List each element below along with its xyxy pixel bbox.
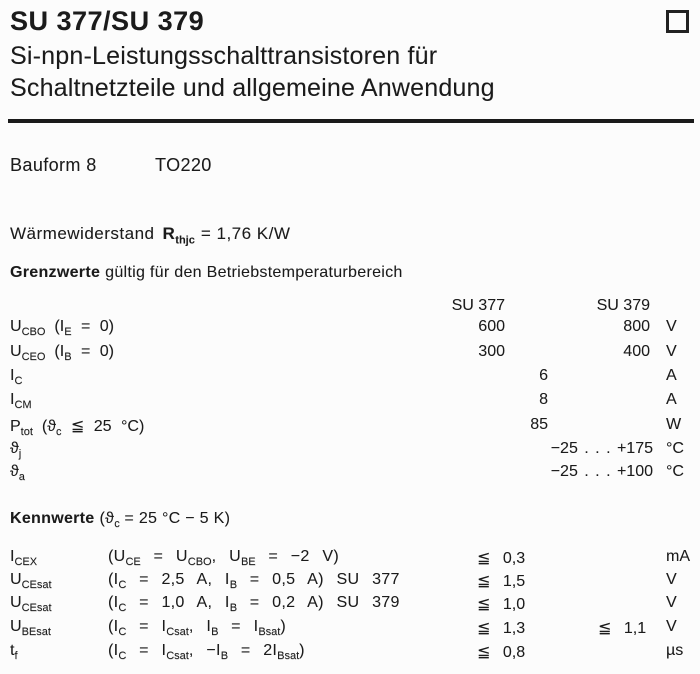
unit-label: A [666,391,677,408]
value-range: −25 . . . +175 [550,440,653,457]
table-row-ucbo [0,318,700,340]
param-symbol: $ϑ_j$ [10,440,22,461]
table-row-ubesat [0,618,700,640]
thermal-value: = 1,76 K/W [200,224,291,243]
value-su379: 800 [623,318,650,335]
table-row-theta-j [0,440,700,462]
page-subtitle [10,40,495,104]
table-row-ucesat-379 [0,594,700,616]
value-shared: 8 [539,391,548,408]
param-condition: ($I_C = I_{Csat}$, $I_B = I_{Bsat}$) [108,618,286,639]
unit-label: V [666,571,677,588]
param-symbol: $P_{tot}$ [10,418,33,439]
limit-su377: ≦ 1,5 [477,573,526,590]
subtitle-line-2: Schaltnetzteile und allgemeine Anwendung [10,74,495,102]
horizontal-rule [8,119,694,123]
param-condition: $(I_B = 0)$ [54,343,114,364]
limit-su377: ≦ 0,3 [477,550,526,567]
thermal-label: Wärmewiderstand [10,224,155,243]
unit-label: V [666,618,677,635]
value-su377: 300 [478,343,505,360]
param-symbol: $U_{CBO}$ [10,318,46,339]
table-row-icm [0,391,700,413]
param-condition: $(I_E = 0)$ [54,318,114,339]
limit-su377: ≦ 1,3 [477,620,526,637]
table-row-theta-a [0,463,700,485]
column-header-row [0,297,700,319]
square-outline-icon [666,10,689,33]
param-condition: ($U_{CE} = U_{CBO}$, $U_{BE} = -2$ V) [108,548,339,569]
table-row-ic [0,367,700,389]
unit-label: W [666,416,682,433]
table-row-ucesat-377 [0,571,700,593]
value-shared: 85 [530,416,548,433]
param-condition: ($I_C = 2,5$ A, $I_B = 0,5$ A) SU 377 [108,571,400,592]
unit-label: V [666,318,677,335]
unit-label: V [666,594,677,611]
package-type: TO220 [155,155,212,175]
table-row-uceo [0,343,700,365]
param-symbol: $ϑ_a$ [10,463,25,484]
column-header-su379: SU 379 [596,297,650,314]
column-header-su377: SU 377 [451,297,505,314]
unit-label: °C [666,463,684,480]
param-symbol: $U_{CEsat}$ [10,594,52,615]
table-row-icex [0,548,700,570]
unit-label: mA [666,548,690,565]
subtitle-line-1: Si-npn-Leistungsschalttransistoren für [10,42,438,70]
param-symbol: $I_{CEX}$ [10,548,38,569]
grenzwerte-heading [10,264,403,282]
unit-label: V [666,343,677,360]
value-range: −25 . . . +100 [550,463,653,480]
value-su379: 400 [623,343,650,360]
thermal-resistance-line [10,224,290,246]
unit-label: A [666,367,677,384]
limit-su377: ≦ 1,0 [477,596,526,613]
package-form-label: Bauform 8 [10,155,97,175]
unit-label: µs [666,642,684,659]
param-symbol: $U_{CEO}$ [10,343,46,364]
page-title: SU 377/SU 379 [10,6,205,36]
param-condition: ($ϑ_c$ ≦ 25 °C) [41,418,145,439]
param-condition: ($I_C = I_{Csat}$, $-I_B = 2I_{Bsat}$) [108,642,305,663]
grenzwerte-heading-bold: Grenzwerte [10,264,101,281]
kennwerte-heading-rest: ($ϑ_c = 25$ °C − 5 K) [99,510,231,531]
thermal-symbol: $R_{thjc}$ [162,224,195,247]
value-su377: 600 [478,318,505,335]
param-condition: ($I_C = 1,0$ A, $I_B = 0,2$ A) SU 379 [108,594,400,615]
param-symbol: $I_{CM}$ [10,391,32,412]
value-shared: 6 [539,367,548,384]
limit-su377: ≦ 0,8 [477,644,526,661]
unit-label: °C [666,440,684,457]
kennwerte-heading [10,510,230,530]
limit-su379: ≦ 1,1 [598,620,647,637]
kennwerte-heading-bold: Kennwerte [10,510,95,527]
grenzwerte-heading-rest: gültig für den Betriebstemperaturbereich [105,264,403,281]
param-symbol: $I_C$ [10,367,23,388]
param-symbol: $U_{CEsat}$ [10,571,52,592]
param-symbol: $U_{BEsat}$ [10,618,51,639]
param-symbol: $t_f$ [10,642,18,663]
table-row-tf [0,642,700,664]
table-row-ptot [0,416,700,438]
